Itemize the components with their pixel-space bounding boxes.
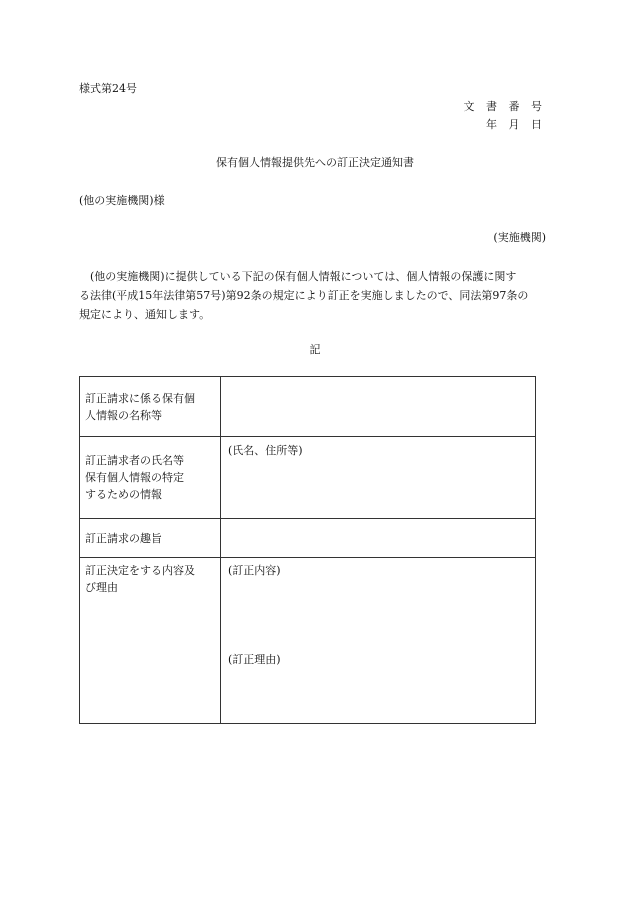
table-label-line: 保有個人情報の特定 [85,471,184,484]
body-line-2: る法律(平成15年法律第57号)第92条の規定により訂正を実施しましたので、同法第97条の [79,289,529,302]
date-label: 年 月 日 [486,118,546,131]
table-value-cell[interactable] [221,558,536,724]
table-label-line: するための情報 [85,488,162,501]
table-label-cell [80,519,221,558]
table-row [80,377,536,437]
body-line-3: 規定により、通知します。 [79,308,211,321]
table-value-cell[interactable] [221,519,536,558]
table-label-line: 人情報の名称等 [85,408,162,422]
table-value-cell[interactable] [221,437,536,519]
table-label-cell [80,377,221,437]
table-row [80,519,536,558]
table-row [80,437,536,519]
table-label-line: 訂正請求の趣旨 [85,531,162,545]
table-label-cell [80,437,221,519]
table-row [80,558,536,724]
table-label-line: 訂正請求に係る保有個 [85,391,195,405]
ki-heading: 記 [309,343,321,356]
table-label-line: び理由 [85,581,118,594]
sender-agency: (実施機関) [493,231,546,244]
table-label-line: 訂正請求者の氏名等 [85,454,184,467]
notice-body [79,267,547,324]
correction-reason-hint: (訂正理由) [228,653,281,666]
addressee: (他の実施機関)様 [79,194,165,207]
document-number-label: 文 書 番 号 [463,100,546,113]
table-value-hint: (氏名、住所等) [228,444,303,457]
document-title: 保有個人情報提供先への訂正決定通知書 [216,156,414,169]
body-line-1: (他の実施機関)に提供している下記の保有個人情報については、個人情報の保護に関す [90,270,517,283]
table-value-cell[interactable] [221,377,536,437]
correction-detail-table [79,376,536,724]
table-label-cell [80,558,221,724]
table-label-line: 訂正決定をする内容及 [85,564,195,577]
correction-content-hint: (訂正内容) [228,564,281,577]
form-number: 様式第24号 [79,82,137,95]
